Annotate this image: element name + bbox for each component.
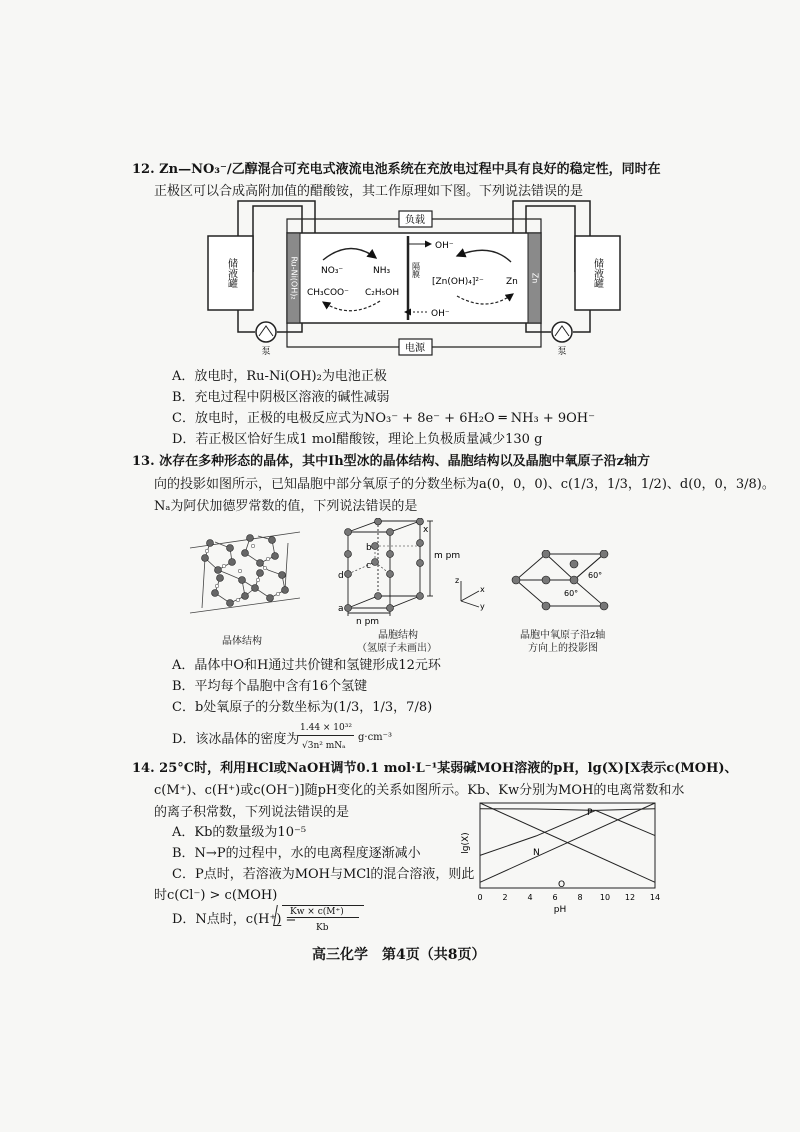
right-tank-label: 储液罐: [591, 258, 603, 288]
q14-option-a: A．Kb的数量级为10⁻⁵: [172, 825, 307, 840]
fig-unit-cell-caption-2: （氢原子未画出）: [357, 643, 437, 654]
q12-option-b: B．充电过程中阴极区溶液的碱性减弱: [172, 390, 390, 405]
fraction-bar: [287, 917, 359, 918]
label-n-pm: n pm: [356, 617, 380, 627]
fig-projection-caption-1: 晶胞中氧原子沿z轴: [520, 630, 606, 641]
q13-option-d-numerator: 1.44 × 10³²: [300, 723, 352, 733]
lgx-ph-chart: [460, 798, 660, 918]
q13-option-b: B．平均每个晶胞中含有16个氢键: [172, 679, 368, 694]
angle-60-2: 60°: [564, 589, 579, 598]
q13-stem-line1: 13. 冰存在多种形态的晶体，其中Ih型冰的晶体结构、晶胞结构以及晶胞中氧原子沿z轴方: [132, 454, 651, 469]
axis-z: z: [455, 576, 460, 585]
x-tick-label: 10: [599, 893, 611, 902]
left-pump-label: 泵: [261, 347, 271, 357]
point-n: N: [533, 848, 540, 858]
chart-series-line-4: [480, 809, 655, 856]
x-tick-label: 4: [527, 893, 533, 902]
q12-stem-line1: 12. Zn—NO₃⁻/乙醇混合可充电式液流电池系统在充放电过程中具有良好的稳定性，同时在: [132, 162, 661, 177]
q14-option-d-numerator: Kw × c(M⁺): [290, 907, 344, 917]
fraction-bar: [298, 735, 354, 736]
label-a: a: [338, 604, 344, 614]
left-tank-label: 储液罐: [225, 258, 237, 288]
q13-option-c: C．b处氧原子的分数坐标为(1/3，1/3，7/8): [172, 700, 433, 715]
q12-stem-line2: 正极区可以合成高附加值的醋酸铵，其工作原理如下图。下列说法错误的是: [154, 184, 584, 199]
q14-option-c-line2: 时c(Cl⁻) > c(MOH): [154, 888, 278, 903]
label-c: c: [366, 561, 371, 571]
chart-xlabel: pH: [553, 905, 567, 915]
right-pump-label: 泵: [557, 347, 567, 357]
x-tick-label: 0: [477, 893, 483, 902]
oxygen-projection-figure: [508, 550, 628, 620]
membrane-label: 隔膜: [411, 262, 421, 278]
load-label: 负载: [405, 215, 425, 226]
angle-60-1: 60°: [588, 571, 603, 580]
x-tick-label: 12: [624, 893, 636, 902]
axis-triad: [455, 575, 491, 611]
q12-battery-diagram: [195, 198, 635, 358]
x-tick-label: 8: [577, 893, 583, 902]
left-electrode-label: Ru-Ni(OH)₂: [289, 256, 299, 300]
page-footer: 高三化学 第4页（共8页）: [312, 947, 486, 963]
q13-stem-line2: 向的投影如图所示，已知晶胞中部分氧原子的分数坐标为a(0，0，0)、c(1/3，1/3，1/2)、d(0，0，3/8)。: [154, 477, 775, 492]
q14-stem-line1: 14. 25°C时，利用HCl或NaOH调节0.1 mol·L⁻¹某弱碱MOH溶液的pH，lg(X)[X表示c(MOH)、: [132, 761, 738, 776]
plot-frame: [480, 803, 655, 888]
ch3coo-label: CH₃COO⁻: [307, 288, 349, 298]
no3-label: NO₃⁻: [321, 266, 344, 276]
zn-reactant-label: Zn: [506, 277, 518, 287]
x-tick-label: 14: [649, 893, 660, 902]
c2h5oh-label: C₂H₅OH: [365, 288, 400, 298]
q14-stem-line3: 的离子积常数，下列说法错误的是: [154, 805, 350, 820]
right-pump: [552, 322, 572, 342]
ice-unit-cell-figure: [330, 518, 480, 628]
q13-option-d-prefix: D．该冰晶体的密度为: [172, 732, 300, 747]
fig-unit-cell-caption-1: 晶胞结构: [378, 630, 418, 641]
q14-option-d-denominator: Kb: [316, 923, 329, 933]
point-o: O: [558, 880, 566, 890]
ice-crystal-structure-figure: [180, 518, 310, 638]
nh3-label: NH₃: [373, 266, 391, 276]
oh-top-label: OH⁻: [435, 241, 454, 251]
cell-body: [287, 233, 541, 323]
axis-y: y: [480, 602, 485, 611]
q12-option-a: A．放电时，Ru-Ni(OH)₂为电池正极: [172, 369, 387, 384]
label-m-pm: m pm: [434, 551, 461, 561]
chart-ylabel: lg(X): [461, 832, 471, 854]
q13-stem-line3: Nₐ为阿伏加德罗常数的值，下列说法错误的是: [154, 499, 418, 514]
x-tick-label: 2: [502, 893, 508, 902]
point-p: P: [587, 808, 593, 818]
left-pump: [256, 322, 276, 342]
q14-stem-line2: c(M⁺)、c(H⁺)或c(OH⁻)]随pH变化的关系如图所示。Kb、Kw分别为MOH的电离常数和水: [154, 783, 685, 798]
q14-option-d-prefix: D．N点时，c(H⁺) =: [172, 912, 297, 927]
zincate-label: [Zn(OH)₄]²⁻: [432, 277, 484, 287]
q12-option-d: D．若正极区恰好生成1 mol醋酸铵，理论上负极质量减少130 g: [172, 432, 543, 447]
q14-option-b: B．N→P的过程中，水的电离程度逐渐减小: [172, 846, 421, 861]
label-d: d: [338, 571, 344, 581]
label-b: b: [366, 543, 372, 553]
fig-crystal-caption: 晶体结构: [222, 636, 262, 647]
axis-x: x: [480, 585, 485, 594]
power-label: 电源: [405, 343, 425, 354]
q13-option-d-unit: g·cm⁻³: [358, 732, 392, 743]
right-electrode-label: Zn: [530, 272, 540, 284]
q14-option-c-line1: C．P点时，若溶液为MOH与MCl的混合溶液，则此: [172, 867, 475, 882]
x-tick-label: 6: [552, 893, 558, 902]
q13-option-a: A．晶体中O和H通过共价键和氢键形成12元环: [172, 658, 441, 673]
oh-bottom-label: OH⁻: [431, 309, 450, 319]
q13-option-d-denominator: √3n² mNₐ: [302, 741, 346, 751]
label-x-cell: x: [423, 525, 429, 535]
fig-projection-caption-2: 方向上的投影图: [528, 643, 598, 654]
q12-option-c: C．放电时，正极的电极反应式为NO₃⁻ + 8e⁻ + 6H₂O ═ NH₃ + 9OH⁻: [172, 411, 595, 426]
